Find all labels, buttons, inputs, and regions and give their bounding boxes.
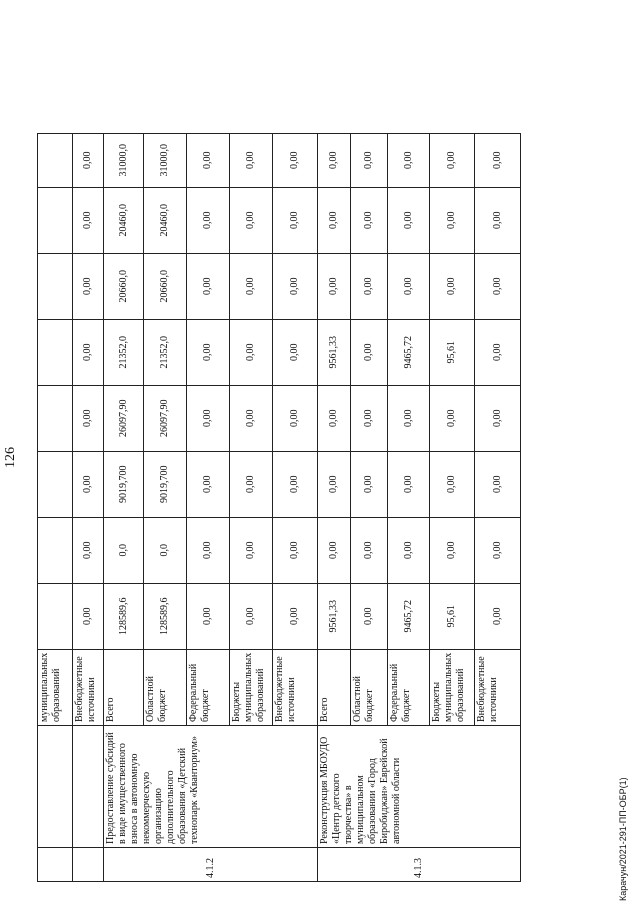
value-cell: 0,00	[273, 385, 318, 451]
value-cell: 0,00	[475, 133, 521, 187]
value-cell	[38, 253, 73, 319]
value-cell: 0,00	[318, 385, 351, 451]
value-cell: 31000,0	[144, 133, 187, 187]
source-label: Внебюджетные источники	[73, 649, 104, 725]
source-label: Внебюджетные источники	[273, 649, 318, 725]
source-label: Всего	[104, 649, 144, 725]
value-cell: 0,00	[73, 583, 104, 649]
value-cell: 0,00	[351, 583, 388, 649]
table-row	[73, 133, 104, 881]
source-label: Бюджеты муниципальных образований	[430, 649, 475, 725]
value-cell: 0,00	[351, 253, 388, 319]
value-cell: 0,00	[388, 133, 430, 187]
value-cell: 0,00	[430, 133, 475, 187]
value-cell: 0,00	[273, 319, 318, 385]
table-row	[318, 133, 351, 881]
value-cell: 0,00	[475, 319, 521, 385]
value-cell: 128589,6	[104, 583, 144, 649]
value-cell: 20660,0	[104, 253, 144, 319]
value-cell: 0,00	[430, 517, 475, 583]
value-cell: 20660,0	[144, 253, 187, 319]
value-cell: 0,00	[388, 517, 430, 583]
value-cell: 0,00	[475, 583, 521, 649]
value-cell: 0,00	[273, 133, 318, 187]
value-cell: 9561,33	[318, 583, 351, 649]
value-cell: 0,00	[475, 517, 521, 583]
value-cell: 95,61	[430, 583, 475, 649]
value-cell: 0,00	[351, 319, 388, 385]
value-cell: 0,00	[230, 385, 273, 451]
section-name	[73, 726, 104, 848]
value-cell: 9465,72	[388, 583, 430, 649]
value-cell	[38, 451, 73, 517]
value-cell: 26097,90	[144, 385, 187, 451]
value-cell: 9019,700	[104, 451, 144, 517]
value-cell: 31000,0	[104, 133, 144, 187]
section-number: 4.1.2	[104, 848, 318, 882]
value-cell: 0,00	[230, 187, 273, 253]
value-cell: 0,00	[430, 451, 475, 517]
section-number-cell	[38, 848, 73, 882]
value-cell	[38, 517, 73, 583]
value-cell: 0,00	[318, 133, 351, 187]
value-cell: 0,00	[273, 517, 318, 583]
table-row	[104, 133, 144, 881]
value-cell	[38, 385, 73, 451]
value-cell: 0,00	[388, 451, 430, 517]
value-cell: 0,00	[230, 583, 273, 649]
value-cell: 0,00	[351, 133, 388, 187]
value-cell: 0,00	[73, 319, 104, 385]
value-cell: 0,0	[104, 517, 144, 583]
value-cell: 0,00	[187, 187, 230, 253]
value-cell: 0,00	[351, 451, 388, 517]
value-cell: 9465,72	[388, 319, 430, 385]
value-cell: 0,00	[318, 451, 351, 517]
table-body	[38, 133, 521, 881]
budget-table	[37, 133, 521, 882]
source-label: Областной бюджет	[144, 649, 187, 725]
source-label: Всего	[318, 649, 351, 725]
value-cell	[38, 319, 73, 385]
value-cell: 128589,6	[144, 583, 187, 649]
value-cell: 0,00	[273, 187, 318, 253]
value-cell: 0,00	[73, 385, 104, 451]
value-cell: 0,00	[73, 187, 104, 253]
value-cell: 0,00	[318, 517, 351, 583]
value-cell: 0,00	[230, 319, 273, 385]
value-cell: 0,00	[230, 133, 273, 187]
source-label: Бюджеты муниципальных образований	[230, 649, 273, 725]
value-cell: 0,00	[73, 517, 104, 583]
value-cell: 0,00	[475, 187, 521, 253]
value-cell: 21352,0	[144, 319, 187, 385]
source-label: Федеральный бюджет	[388, 649, 430, 725]
value-cell	[38, 133, 73, 187]
value-cell	[38, 187, 73, 253]
value-cell: 0,0	[144, 517, 187, 583]
value-cell: 0,00	[230, 451, 273, 517]
table-row	[38, 133, 73, 881]
value-cell: 0,00	[73, 133, 104, 187]
value-cell: 0,00	[388, 187, 430, 253]
section-name: Реконструкция МБОУДО «Центр детского творчества» в муниципальном образовании «Город Биробиджан» Еврейской автономной области	[318, 726, 521, 848]
value-cell: 0,00	[187, 319, 230, 385]
source-label: муниципальных образований	[38, 649, 73, 725]
value-cell: 0,00	[351, 187, 388, 253]
value-cell: 9561,33	[318, 319, 351, 385]
value-cell: 26097,90	[104, 385, 144, 451]
value-cell: 0,00	[430, 253, 475, 319]
value-cell: 0,00	[388, 253, 430, 319]
value-cell: 9019,700	[144, 451, 187, 517]
value-cell: 0,00	[475, 385, 521, 451]
value-cell: 0,00	[351, 385, 388, 451]
value-cell: 20460,0	[104, 187, 144, 253]
value-cell: 0,00	[273, 583, 318, 649]
section-number: 4.1.3	[318, 848, 521, 882]
value-cell: 0,00	[230, 517, 273, 583]
source-label: Внебюджетные источники	[475, 649, 521, 725]
section-name-cell	[38, 726, 73, 848]
value-cell: 0,00	[187, 253, 230, 319]
value-cell: 0,00	[187, 385, 230, 451]
source-label: Федеральный бюджет	[187, 649, 230, 725]
value-cell: 95,61	[430, 319, 475, 385]
section-name: Предоставление субсидий в виде имущественного взноса в автономную некоммерческую организацию дополнительного образования «Детский технопарк «Кванториум»	[104, 726, 318, 848]
page-number: 126	[3, 447, 18, 468]
value-cell: 0,00	[430, 385, 475, 451]
value-cell: 0,00	[475, 451, 521, 517]
value-cell: 0,00	[388, 385, 430, 451]
value-cell: 0,00	[430, 187, 475, 253]
value-cell: 0,00	[187, 517, 230, 583]
value-cell: 0,00	[187, 583, 230, 649]
value-cell: 0,00	[230, 253, 273, 319]
section-number	[73, 848, 104, 882]
value-cell: 0,00	[318, 253, 351, 319]
value-cell: 0,00	[187, 451, 230, 517]
value-cell: 0,00	[73, 253, 104, 319]
value-cell: 0,00	[73, 451, 104, 517]
value-cell	[38, 583, 73, 649]
value-cell: 0,00	[273, 451, 318, 517]
footer-code: Карачун/2021-291-ПП-ОБР(1)	[618, 777, 628, 901]
value-cell: 21352,0	[104, 319, 144, 385]
value-cell: 0,00	[187, 133, 230, 187]
value-cell: 0,00	[273, 253, 318, 319]
value-cell: 20460,0	[144, 187, 187, 253]
value-cell: 0,00	[318, 187, 351, 253]
value-cell: 0,00	[475, 253, 521, 319]
source-label: Областной бюджет	[351, 649, 388, 725]
value-cell: 0,00	[351, 517, 388, 583]
